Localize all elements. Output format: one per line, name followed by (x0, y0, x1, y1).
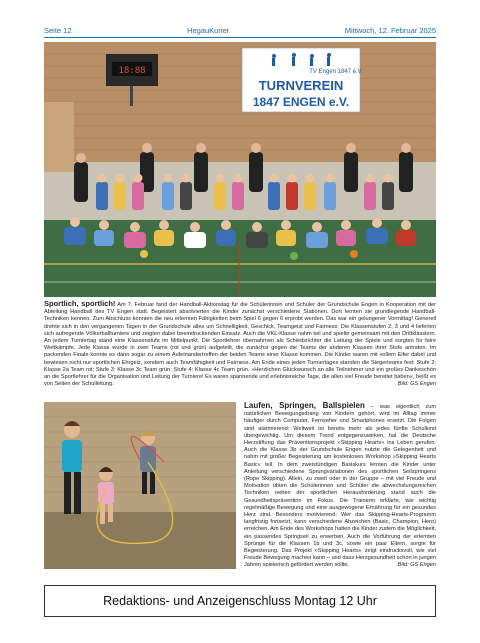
rope-skipping-illustration (44, 402, 236, 569)
main-article-body: Am 7. Februar fand der Handball-Aktionstag für die Schülerinnen und Schüler der Grundschule Engen in Kooperation mit der Abteilung Handball des TV Engen statt. Begeistert absolvierten die Kinder zunächst verschiedene Stationen. Dort lernten sie grundlegende Handball-Techniken kennen. Zum Abschluss konnten die neu erlernten Fähigkeiten beim Spiel 6 gegen 6 erprobt werden. Das war ein gelungener Vormittag! Generell drehte sich in den vergangenen Tagen in der Grundschule alles um Schnelligkeit, Geschick, Teamgeist und Fairness: Die Klassenstufen 2, 3 und 4 lieferten sich aufregende Völkerballturniere und zeigten dabei beeindruckenden Einsatz. Auch die VKL-Klasse nahm teil und spielte gemeinsam mit den Drittklässlern. An jedem Turniertag stand eine Klassenstufe im Mittelpunkt. Die Sportlehrer übernahmen als Schiedsrichter die Leitung der Spiele und sorgten für faire Wettkämpfe. Jede Klasse wurde in zwei Teams (rot und grün) aufgeteilt, die zunächst gegen die Teams der anderen Klassen ihrer Stufe antraten. Im packenden Finale konnte es dann sogar zu einem Aufeinandertreffen der beiden Teams einer Klasse kommen. Die Kinder waren mit vollem Eifer dabei und bewiesen nicht nur sportlichen Ehrgeiz, sondern auch Teamfähigkeit und Fairness. Am Ende eines jeden Turniertages standen die Siegerteams fest: Stufe 2: Klasse 2a Team rot; Stufe 3: Klasse 3c Team grün; Stufe 4: Klasse 4c Team grün. »Herzlichen Glückwunsch an alle Teilnehmer und ein großes Dankeschön an die Sportlehrer für die Organisation und Leitung der Turniere! Es waren spannende und erlebnisreiche Tage, die allen viel Freude bereitet haben«, heißt es von Seiten der Schulleitung. (44, 302, 436, 388)
banner-title: TURNVEREIN (258, 78, 344, 93)
page-header (44, 24, 436, 36)
group-photo (44, 42, 436, 297)
main-article-credit: Bild: GS Engen (397, 381, 436, 388)
main-article-title: Sportlich, sportlich! (44, 299, 116, 308)
banner-subtitle: TV Engen 1847 e.V. (309, 69, 363, 75)
scoreboard-display: 18:88 (118, 66, 146, 76)
header-rule (44, 37, 436, 38)
banner-title-2: 1847 ENGEN e.V. (252, 95, 350, 109)
second-article (244, 402, 436, 570)
main-article (44, 300, 436, 388)
page-number: Seite 12 (44, 25, 72, 35)
rope-skipping-photo (44, 402, 236, 569)
deadline-text: Redaktions- und Anzeigenschluss Montag 12 Uhr (103, 594, 377, 608)
second-article-title: Laufen, Springen, Ballspielen (244, 401, 365, 410)
issue-date: Mittwoch, 12. Februar 2025 (344, 25, 436, 35)
publication-name: HegauKurier (187, 25, 230, 35)
second-article-body: – was eigentlich zum natürlichen Bewegungsdrang von Kindern gehört, wird im Alltag immer häufiger durch Computer, Fernseher und Smartphones ersetzt. Die Folgen sind alarmierend: Weltweit ist bereits mehr als jedes fünfte Schulkind übergewichtig. Um diesem Trend entgegenzuwirken, hat die Deutsche Herzstiftung das Präventionsprojekt »Skipping Hearts« ins Leben gerufen. Auch die Klasse 3b der Grundschule Engen nutzte die Gelegenheit und nahm mit großer Begeisterung am kostenlosen Workshop »Skipping Hearts Basic« teil. In dem zweistündigen Basiskurs lernten die Kinder unter Anleitung verschiedene Sprungvariationen des sportlichen Seilspringens (Rope Skipping). Allein, zu zweit oder in der Gruppe – mit viel Freude und Motivation übten die Schülerinnen und Schüler die abwechslungsreichen Techniken neben der sportlichen Herausforderung stand auch die Gesundheitsprävention im Fokus. Die Trainerin erklärte, wie wichtig regelmäßige Bewegung und eine ausgewogene Ernährung für ein gesundes Herz sind. Besonders motivierend: Wer das Skipping-Hearts-Programm langfristig fortsetzt, kann verschiedene Abzeichen (Basic, Champion, Hero) erreichen. Am Ende des Workshops hatten die Kinder zudem die Möglichkeit, ein passendes Springseil zu erwerben. Auch die Vorführung der erlernten Sprünge für die Klassen 1b und 3c, sowie ein paar Eltern, sorgte für Begeisterung. Das Projekt »Skipping Hearts« zeigt eindrucksvoll, wie viel Freude Bewegung machen kann – und dass Herzgesundheit schon in jungen Jahren spielerisch gefördert werden sollte. (244, 404, 436, 569)
gym-group-illustration (44, 42, 436, 297)
deadline-notice (44, 585, 436, 617)
second-article-credit: Bild: GS Engen (397, 562, 436, 569)
